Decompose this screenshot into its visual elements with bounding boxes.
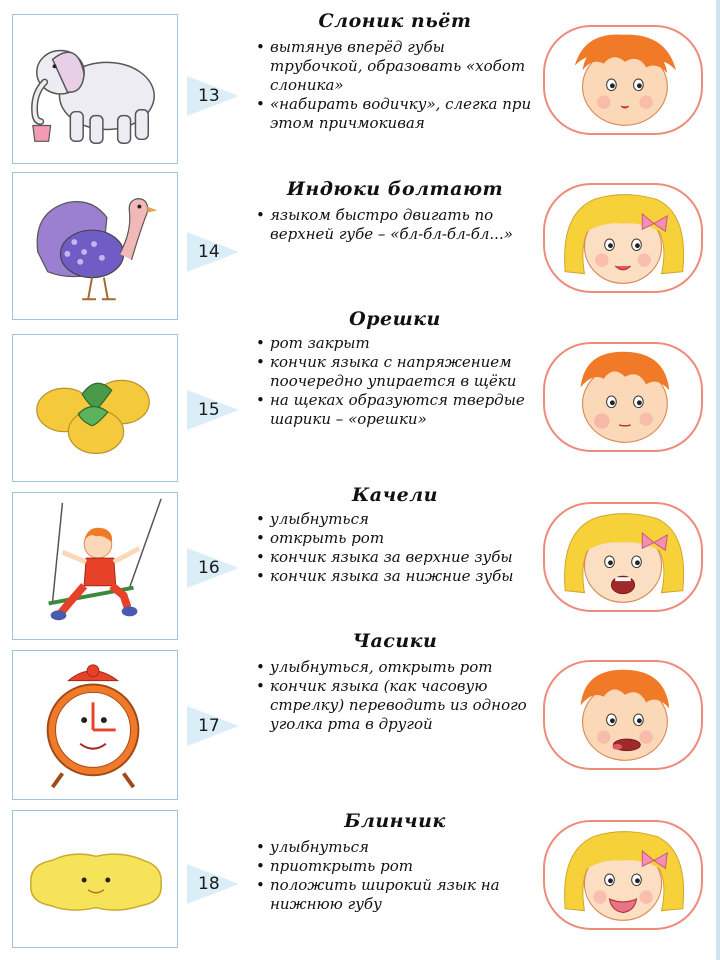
girl-face-icon xyxy=(545,822,701,928)
step-item: • языком быстро двигать по верхней губе – «бл-бл-бл-бл...» xyxy=(256,206,541,244)
boy-face-icon xyxy=(545,27,701,133)
hazelnuts-icon xyxy=(13,335,177,481)
step-item: • на щеках образуются твердые шарики – «орешки» xyxy=(256,391,541,429)
picture-frame xyxy=(12,14,178,164)
face-frame xyxy=(543,502,703,612)
girl-face-icon xyxy=(545,185,701,291)
step-item: • вытянув вперёд губы трубочкой, образовать «хобот слоника» xyxy=(256,38,541,95)
boy-face-icon xyxy=(545,662,701,768)
boy-face-icon xyxy=(545,344,701,450)
exercise-number: 18 xyxy=(198,874,220,894)
exercise-number: 13 xyxy=(198,86,220,106)
exercise-number: 16 xyxy=(198,558,220,578)
step-item: • кончик языка за нижние зубы xyxy=(256,567,541,586)
face-frame xyxy=(543,25,703,135)
step-item: • улыбнуться, открыть рот xyxy=(256,658,541,677)
exercise-steps xyxy=(256,658,541,734)
exercise-steps xyxy=(256,38,541,133)
page-edge xyxy=(716,0,720,960)
exercise-number: 17 xyxy=(198,716,220,736)
picture-frame xyxy=(12,334,178,482)
step-item: • открыть рот xyxy=(256,529,541,548)
step-item: • кончик языка (как часовую стрелку) переводить из одного уголка рта в другой xyxy=(256,677,541,734)
alarm-clock-icon xyxy=(13,651,177,799)
exercise-number: 14 xyxy=(198,242,220,262)
step-item: • улыбнуться xyxy=(256,510,541,529)
exercise-steps xyxy=(256,838,541,914)
step-item: • «набирать водичку», слегка при этом причмокивая xyxy=(256,95,541,133)
swing-boy-icon xyxy=(13,493,177,639)
step-item: • кончик языка за верхние зубы xyxy=(256,548,541,567)
step-item: • приоткрыть рот xyxy=(256,857,541,876)
step-item: • положить широкий язык на нижнюю губу xyxy=(256,876,541,914)
exercise-title: Слоник пьёт xyxy=(318,10,472,32)
pancake-icon xyxy=(13,811,177,947)
step-item: • кончик языка с напряжением поочередно упирается в щёки xyxy=(256,353,541,391)
exercise-steps xyxy=(256,206,541,244)
exercise-title: Индюки болтают xyxy=(286,178,504,200)
exercise-number: 15 xyxy=(198,400,220,420)
elephant-icon xyxy=(13,15,177,163)
exercise-title: Часики xyxy=(352,630,438,652)
exercise-steps xyxy=(256,334,541,429)
girl-face-icon xyxy=(545,504,701,610)
face-frame xyxy=(543,820,703,930)
picture-frame xyxy=(12,172,178,320)
step-item: • рот закрыт xyxy=(256,334,541,353)
face-frame xyxy=(543,660,703,770)
exercise-steps xyxy=(256,510,541,586)
step-item: • улыбнуться xyxy=(256,838,541,857)
exercise-title: Качели xyxy=(352,484,438,506)
face-frame xyxy=(543,342,703,452)
exercise-title: Блинчик xyxy=(344,810,446,832)
turkey-icon xyxy=(13,173,177,319)
picture-frame xyxy=(12,650,178,800)
exercise-title: Орешки xyxy=(349,308,441,330)
picture-frame xyxy=(12,810,178,948)
face-frame xyxy=(543,183,703,293)
picture-frame xyxy=(12,492,178,640)
